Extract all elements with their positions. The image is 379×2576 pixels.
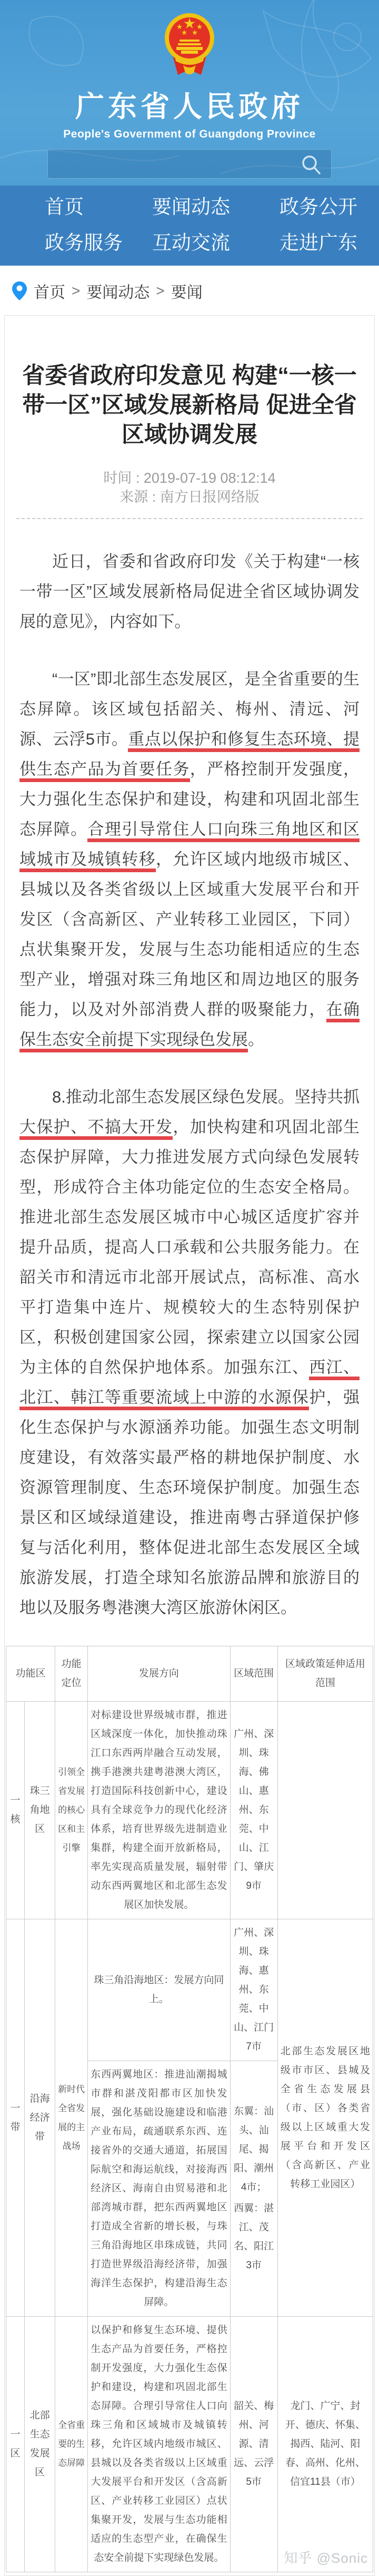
- nav-item-1[interactable]: 要闻动态: [152, 196, 230, 218]
- table-cell: [277, 1702, 373, 1919]
- table-header-cell: 区域范围: [230, 1646, 277, 1702]
- table-header-cell: 功能定位: [55, 1646, 88, 1702]
- site-subtitle-en: People's Government of Guangdong Province: [63, 128, 316, 140]
- red-underlined-text: 在确保生态安全前提下实现绿色发展: [19, 1000, 360, 1052]
- article-card: [4, 315, 375, 2576]
- nav-item-3[interactable]: 政务服务: [45, 232, 123, 253]
- breadcrumb: [0, 266, 379, 315]
- table-cell: 以保护和修复生态环境、提供生态产品为首要任务，严格控制开发强度，大力强化生态保护和建设，构建和巩固北部生态屏障。合理引导常住人口向珠三角和区域城市及城镇转移，允许区域内地级市城区、县城以及各类省级以上区域重大发展平台和开发区（含高新区、产业转移工业园区）点状集聚开发，发展与生态功能相适应的生态型产业，在确保生态安全前提下实现绿色发展。: [88, 2317, 230, 2572]
- table-row: [6, 2317, 373, 2572]
- article-text: ，严格控制开发强度，大力强化生态保护和建设，构建和巩固北部生态屏障。: [19, 760, 360, 838]
- nav-item-4[interactable]: 互动交流: [152, 232, 230, 253]
- red-underlined-text: 大保护、不搞大开发: [19, 1118, 173, 1140]
- breadcrumb-separator: >: [72, 282, 81, 299]
- red-underlined-text: 重点以保护和修复生态环境、提供生态产品为首要任务: [19, 730, 360, 782]
- table-cell: 广州、深圳、珠海、佛山、惠州、东莞、中山、江门、肇庆9市: [230, 1702, 277, 1919]
- table-cell: 全省重要的生态屏障: [55, 2317, 88, 2572]
- article-text: 。: [248, 1030, 264, 1049]
- table-cell: 一区: [6, 2317, 25, 2572]
- article-paragraph: [19, 664, 360, 1055]
- main-nav: [0, 186, 379, 266]
- red-underlined-text: 合理引导常住人口向珠三角地区和区域城市及城镇转移: [19, 820, 360, 872]
- table-cell: 沿海经济带: [25, 1919, 55, 2317]
- article-source: 来源 : 南方日报网络版: [119, 489, 260, 505]
- article-paragraph: [19, 1082, 360, 1623]
- article-text: ，加快构建和巩固北部生态保护屏障，大力推进发展方式向绿色发展转型，形成符合主体功能定位的生态安全格局。推进北部生态发展区城市中心城区适度扩容并提升品质，提高人口承载和公共服务能力。在韶关市和清远市北部开展试点，高标准、高水平打造集中连片、规模较大的生态特别保护区，积极创建国家公园，探索建立以国家公园为主体的自然保护地体系。加强东江、: [19, 1118, 360, 1377]
- function-zone-table-wrap: [6, 1646, 373, 2572]
- table-cell: 东西两翼地区：推进汕潮揭城市群和湛茂阳都市区加快发展，强化基础设施建设和临港产业布局，疏通联系东西、连接省外的交通大通道，拓展国际航空和海运航线，对接海西经济区、海南自由贸易港和北部湾城市群，把东西两翼地区打造成全省新的增长极，与珠三角沿海地区串珠成链，共同打造世界级沿海经济带，加强海洋生态保护，构建沿海生态屏障。: [88, 2061, 230, 2317]
- table-body: [6, 1646, 373, 2572]
- nav-item-5[interactable]: 走进广东: [280, 232, 357, 253]
- table-cell: 北部生态发展区: [25, 2317, 55, 2572]
- table-header-cell: 发展方向: [88, 1646, 230, 1702]
- watermark: 知乎 @Sonic: [284, 2550, 368, 2566]
- breadcrumb-link-0[interactable]: 首页: [34, 284, 65, 301]
- site-title: 广东省人民政府: [75, 90, 304, 123]
- breadcrumb-items: [34, 279, 203, 303]
- article-text: 护，强化生态保护与水源涵养功能。加强生态文明制度建设，有效落实最严格的耕地保护制度、水资源管理制度、生态环境保护制度。加强生态景区和区域绿道建设，推进南粤古驿道保护修复与活化利用，整体促进北部生态发展区全域旅游发展，打造全球知名旅游品牌和旅游目的地以及服务粤港澳大湾区旅游休闲区。: [19, 1388, 360, 1617]
- table-cell: 龙门、广宁、封开、德庆、怀集、揭西、陆河、阳春、高州、化州、信宜11县（市）: [277, 2317, 373, 2572]
- article-title: 省委省政府印发意见 构建“一核一带一区”区域发展新格局 促进全省区域协调发展: [22, 363, 357, 447]
- breadcrumb-link-1[interactable]: 要闻动态: [86, 284, 150, 301]
- article-body: [19, 547, 360, 1623]
- location-pin-icon: [12, 281, 27, 301]
- search-icon[interactable]: [300, 153, 323, 177]
- nav-item-2[interactable]: 政务公开: [280, 196, 357, 218]
- table-cell: 新时代全省发展的主战场: [55, 1919, 88, 2317]
- table-cell-line: 东翼：汕头、汕尾、揭阳、潮州4市；: [234, 2106, 274, 2193]
- table-header-cell: 功能区: [6, 1646, 55, 1702]
- table-cell: 一带: [6, 1919, 25, 2317]
- national-emblem-icon: [162, 11, 217, 78]
- site-header: [0, 0, 379, 186]
- nav-item-0[interactable]: 首页: [45, 196, 84, 218]
- breadcrumb-link-2[interactable]: 要闻: [171, 284, 203, 301]
- search-input[interactable]: [48, 150, 331, 178]
- article-text: “一区”即北部生态发展区，是全省重要的生态屏障。该区域包括韶关、梅州、清远、河源、云浮5市。: [19, 670, 360, 748]
- article-text: 8.推动北部生态发展区绿色发展。坚持共抓: [52, 1088, 360, 1106]
- article-meta: [5, 469, 374, 506]
- search-box: [47, 149, 332, 179]
- table-cell: 广州、深圳、珠海、惠州、东莞、中山、江门7市: [230, 1919, 277, 2061]
- table-cell: 珠三角地区: [25, 1702, 55, 1919]
- article-text: ，允许区域内地级市城区、县城以及各类省级以上区域重大发展平台和开发区（含高新区、产业转移工业园区，下同）点状集聚开发，发展与生态功能相适应的生态型产业，增强对珠三角地区和周边地区的服务能力，以及对外部消费人群的吸聚能力，: [19, 850, 360, 1019]
- table-header-cell: 区域政策延伸适用范围: [277, 1646, 373, 1702]
- red-underlined-text: 西江、北江、韩江等重要流域上中游的水源保: [19, 1358, 360, 1410]
- dashed-divider: [16, 518, 363, 519]
- table-cell: [230, 2061, 277, 2317]
- table-cell: 珠三角沿海地区：发展方向同上。: [88, 1919, 230, 2061]
- table-row: [6, 1919, 373, 2061]
- table-cell: 韶关、梅州、河源、清远、云浮5市: [230, 2317, 277, 2572]
- table-cell: 对标建设世界级城市群，推进区域深度一体化，加快推动珠江口东西两岸融合互动发展，携手港澳共建粤港澳大湾区，打造国际科技创新中心，建设具有全球竞争力的现代化经济体系，培育世界级先进制造业集群，构建全面开放新格局，率先实现高质量发展，辐射带动东西两翼地区和北部生态发展区加快发展。: [88, 1702, 230, 1919]
- table-header-row: [6, 1646, 373, 1702]
- function-zone-table: [6, 1646, 373, 2572]
- article-text: 近日，省委和省政府印发《关于构建“一核一带一区”区域发展新格局促进全省区域协调发展的意见》，内容如下。: [19, 552, 360, 631]
- table-cell: 北部生态发展区地级市市区、县城及全省生态发展县（市、区）各类省级以上区域重大发展平台和开发区（含高新区、产业转移工业园区）: [277, 1919, 373, 2317]
- breadcrumb-separator: >: [156, 282, 165, 299]
- table-cell-line: 西翼：湛江、茂名、阳江3市: [234, 2203, 274, 2271]
- nav-menu: [45, 194, 379, 256]
- article-paragraph: [19, 547, 360, 637]
- table-row: [6, 1702, 373, 1919]
- table-cell: 一核: [6, 1702, 25, 1919]
- table-cell: 引领全省发展的核心区和主引擎: [55, 1702, 88, 1919]
- article-time: 时间 : 2019-07-19 08:12:14: [103, 470, 276, 486]
